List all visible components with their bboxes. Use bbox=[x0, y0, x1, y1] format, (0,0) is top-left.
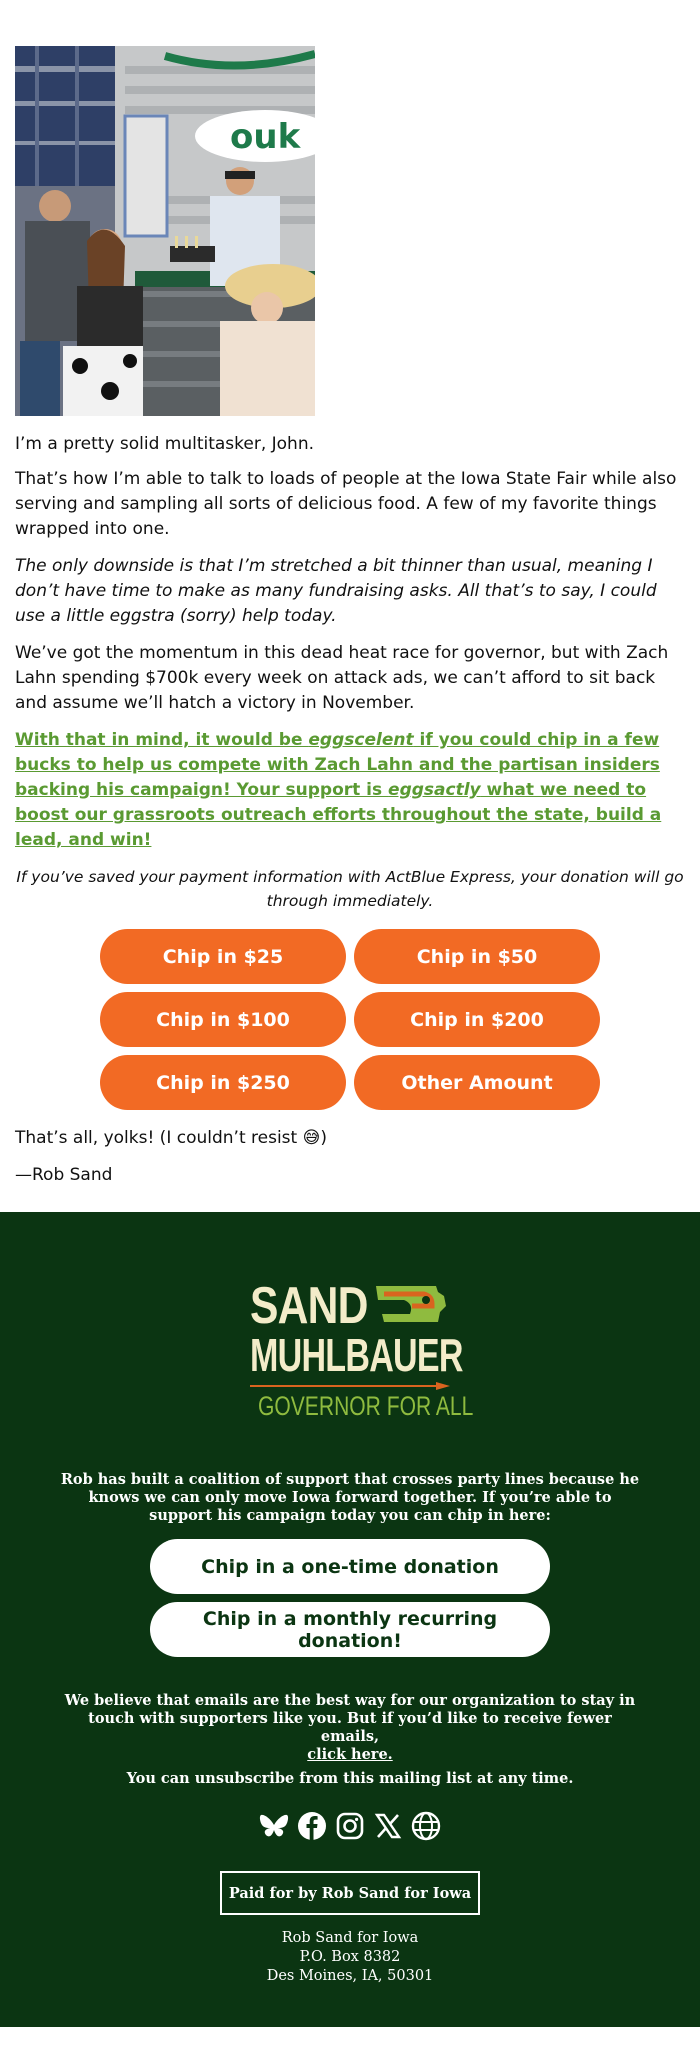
monthly-donation-button[interactable]: Chip in a monthly recurring donation! bbox=[150, 1602, 550, 1657]
actblue-express-note: If you’ve saved your payment information with ActBlue Express, your donation will go through immediately. bbox=[16, 868, 684, 910]
fair-photo-image bbox=[15, 46, 315, 416]
bluesky-icon[interactable] bbox=[258, 1810, 290, 1842]
website-icon[interactable] bbox=[410, 1810, 442, 1842]
address-line-1: Rob Sand for Iowa bbox=[281, 1930, 419, 1946]
coalition-text: Rob has built a coalition of support that crosses party lines because he knows we can only move Iowa forward together. If you’re able to support his campaign today you can chip in here: bbox=[60, 1471, 640, 1524]
unsubscribe-text[interactable]: You can unsubscribe from this mailing list at any time. bbox=[126, 1770, 574, 1787]
chip-in-200-button[interactable]: Chip in $200 bbox=[354, 992, 600, 1047]
iowa-flag-icon bbox=[374, 1282, 450, 1326]
mailing-address bbox=[150, 1929, 550, 1986]
one-time-donation-button[interactable]: Chip in a one-time donation bbox=[150, 1539, 550, 1594]
chip-in-250-button[interactable]: Chip in $250 bbox=[100, 1055, 346, 1110]
downside-paragraph: The only downside is that I’m stretched a bit thinner than usual, meaning I don’t have time to make as many fundraising asks. All that’s to say, I could use a little eggstra (sorry) help today. bbox=[15, 556, 657, 626]
campaign-logo bbox=[250, 1277, 474, 1423]
address-line-3: Des Moines, IA, 50301 bbox=[266, 1968, 434, 1984]
chip-in-50-button[interactable]: Chip in $50 bbox=[354, 929, 600, 984]
closing-paragraph: That’s all, yolks! (I couldn’t resist 😅) bbox=[15, 1128, 327, 1148]
fewer-emails-link[interactable]: click here. bbox=[307, 1746, 393, 1763]
donate-link-eggsactly[interactable]: eggsactly bbox=[388, 780, 481, 800]
logo-arrow-line bbox=[250, 1382, 450, 1390]
donate-link-part-3[interactable]: what we need to boost our grassroots outreach efforts throughout the state, build a lead, and win! bbox=[15, 780, 662, 850]
social-links bbox=[258, 1810, 442, 1844]
donate-link-paragraph[interactable] bbox=[15, 728, 685, 853]
signature: —Rob Sand bbox=[15, 1165, 113, 1185]
instagram-icon[interactable] bbox=[334, 1810, 366, 1842]
x-icon[interactable] bbox=[372, 1810, 404, 1842]
fewer-emails-sentence: We believe that emails are the best way for our organization to stay in touch with supporters like you. But if you’d like to receive fewer emails, bbox=[64, 1692, 636, 1745]
paid-for-disclaimer: Paid for by Rob Sand for Iowa bbox=[220, 1871, 480, 1915]
logo-sand-text: SAND bbox=[250, 1277, 368, 1335]
address-line-2: P.O. Box 8382 bbox=[299, 1949, 401, 1965]
greeting-paragraph: I’m a pretty solid multitasker, John. bbox=[15, 434, 315, 454]
logo-muhlbauer-text: MUHLBAUER bbox=[250, 1329, 463, 1381]
chip-in-100-button[interactable]: Chip in $100 bbox=[100, 992, 346, 1047]
fewer-emails-text bbox=[60, 1692, 640, 1764]
facebook-icon[interactable] bbox=[296, 1810, 328, 1842]
momentum-paragraph: We’ve got the momentum in this dead heat race for governor, but with Zach Lahn spending $700k every week on attack ads, we can’t afford to sit back and assume we’ll hatch a victory in November. bbox=[15, 643, 669, 713]
donate-link-part-2[interactable]: if you could chip in a few bucks to help us compete with Zach Lahn and the partisan insiders backing his campaign! Your support is bbox=[15, 730, 660, 800]
fair-paragraph: That’s how I’m able to talk to loads of people at the Iowa State Fair while also serving and sampling all sorts of delicious food. A few of my favorite things wrapped into one. bbox=[15, 469, 677, 539]
chip-in-25-button[interactable]: Chip in $25 bbox=[100, 929, 346, 984]
donate-buttons-grid bbox=[100, 929, 600, 1110]
donate-link-eggscelent[interactable]: eggscelent bbox=[308, 730, 414, 750]
donate-link-part-1[interactable]: With that in mind, it would be bbox=[15, 730, 309, 750]
svg-text:ouk: ouk bbox=[230, 117, 301, 157]
email-footer bbox=[0, 1212, 700, 2027]
other-amount-button[interactable]: Other Amount bbox=[354, 1055, 600, 1110]
logo-tagline: GOVERNOR FOR ALL bbox=[258, 1391, 474, 1421]
